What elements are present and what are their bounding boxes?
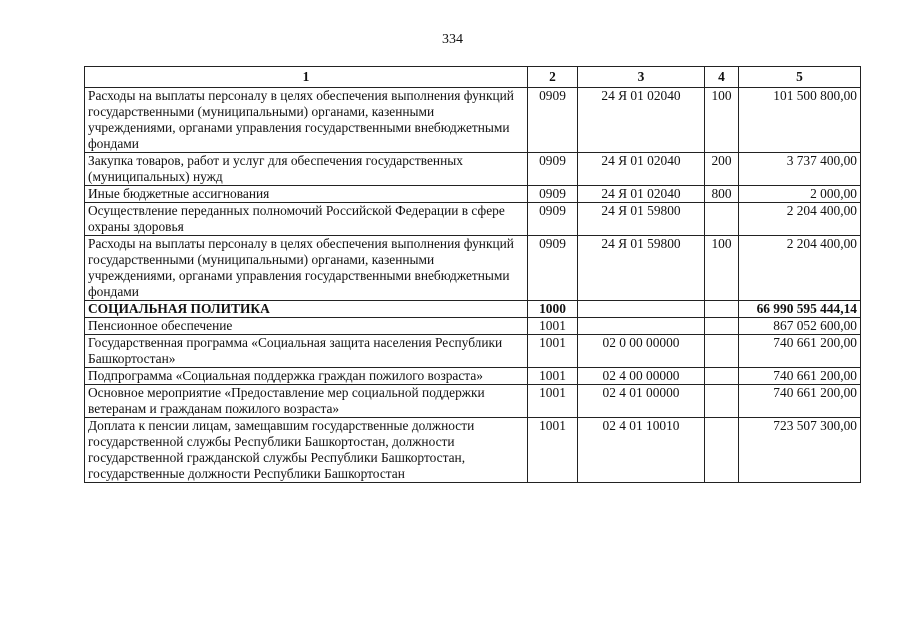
col-header-5: 5 [739, 67, 861, 88]
table-row [85, 186, 861, 203]
cell-section-code: 0909 [528, 88, 578, 153]
cell-section-code: 0909 [528, 236, 578, 301]
cell-name: Осуществление переданных полномочий Российской Федерации в сфере охраны здоровья [85, 203, 528, 236]
table-row [85, 318, 861, 335]
cell-expense-type [705, 301, 739, 318]
cell-expense-type [705, 418, 739, 483]
cell-expense-type: 100 [705, 88, 739, 153]
cell-target-code: 02 4 01 10010 [578, 418, 705, 483]
table-header-row [85, 67, 861, 88]
cell-target-code: 24 Я 01 02040 [578, 186, 705, 203]
cell-expense-type [705, 368, 739, 385]
cell-target-code: 24 Я 01 59800 [578, 236, 705, 301]
cell-target-code: 02 4 00 00000 [578, 368, 705, 385]
cell-amount: 740 661 200,00 [739, 385, 861, 418]
page-number: 334 [442, 32, 463, 47]
cell-expense-type [705, 203, 739, 236]
cell-amount: 740 661 200,00 [739, 368, 861, 385]
cell-target-code: 24 Я 01 02040 [578, 153, 705, 186]
cell-amount: 740 661 200,00 [739, 335, 861, 368]
col-header-3: 3 [578, 67, 705, 88]
cell-target-code: 24 Я 01 02040 [578, 88, 705, 153]
table-row [85, 203, 861, 236]
cell-section-code: 1001 [528, 335, 578, 368]
cell-name: Закупка товаров, работ и услуг для обеспечения государственных (муниципальных) нужд [85, 153, 528, 186]
cell-amount: 101 500 800,00 [739, 88, 861, 153]
cell-amount: 3 737 400,00 [739, 153, 861, 186]
cell-section-code: 1001 [528, 318, 578, 335]
cell-section-code: 1001 [528, 385, 578, 418]
col-header-4: 4 [705, 67, 739, 88]
cell-amount: 723 507 300,00 [739, 418, 861, 483]
cell-expense-type: 200 [705, 153, 739, 186]
cell-expense-type [705, 385, 739, 418]
cell-section-code: 0909 [528, 203, 578, 236]
cell-name: Подпрограмма «Социальная поддержка граждан пожилого возраста» [85, 368, 528, 385]
cell-name: Иные бюджетные ассигнования [85, 186, 528, 203]
table-row [85, 418, 861, 483]
table-row [85, 236, 861, 301]
table-row [85, 385, 861, 418]
table-row [85, 301, 861, 318]
cell-target-code [578, 301, 705, 318]
cell-expense-type [705, 335, 739, 368]
cell-name: Основное мероприятие «Предоставление мер социальной поддержки ветеранам и гражданам пожилого возраста» [85, 385, 528, 418]
cell-name: СОЦИАЛЬНАЯ ПОЛИТИКА [85, 301, 528, 318]
cell-section-code: 1001 [528, 368, 578, 385]
cell-section-code: 0909 [528, 153, 578, 186]
cell-amount: 2 204 400,00 [739, 236, 861, 301]
cell-name: Расходы на выплаты персоналу в целях обеспечения выполнения функций государственными (муниципальными) органами, казенными учреждениями, органами управления государственными внебюджетными фондами [85, 236, 528, 301]
cell-target-code: 02 4 01 00000 [578, 385, 705, 418]
budget-table [84, 66, 861, 483]
cell-amount: 2 000,00 [739, 186, 861, 203]
cell-expense-type: 800 [705, 186, 739, 203]
cell-name: Расходы на выплаты персоналу в целях обеспечения выполнения функций государственными (муниципальными) органами, казенными учреждениями, органами управления государственными внебюджетными фондами [85, 88, 528, 153]
table-row [85, 368, 861, 385]
col-header-1: 1 [85, 67, 528, 88]
table-row [85, 153, 861, 186]
cell-target-code [578, 318, 705, 335]
cell-name: Доплата к пенсии лицам, замещавшим государственные должности государственной службы Республики Башкортостан, должности государственной гражданской службы Республики Башкортостан, государственные должности Республики Башкортостан [85, 418, 528, 483]
table-row [85, 88, 861, 153]
cell-section-code: 1001 [528, 418, 578, 483]
cell-section-code: 0909 [528, 186, 578, 203]
cell-target-code: 24 Я 01 59800 [578, 203, 705, 236]
cell-amount: 2 204 400,00 [739, 203, 861, 236]
cell-expense-type: 100 [705, 236, 739, 301]
cell-name: Государственная программа «Социальная защита населения Республики Башкортостан» [85, 335, 528, 368]
cell-name: Пенсионное обеспечение [85, 318, 528, 335]
table-row [85, 335, 861, 368]
col-header-2: 2 [528, 67, 578, 88]
cell-amount: 66 990 595 444,14 [739, 301, 861, 318]
cell-expense-type [705, 318, 739, 335]
cell-amount: 867 052 600,00 [739, 318, 861, 335]
cell-target-code: 02 0 00 00000 [578, 335, 705, 368]
cell-section-code: 1000 [528, 301, 578, 318]
